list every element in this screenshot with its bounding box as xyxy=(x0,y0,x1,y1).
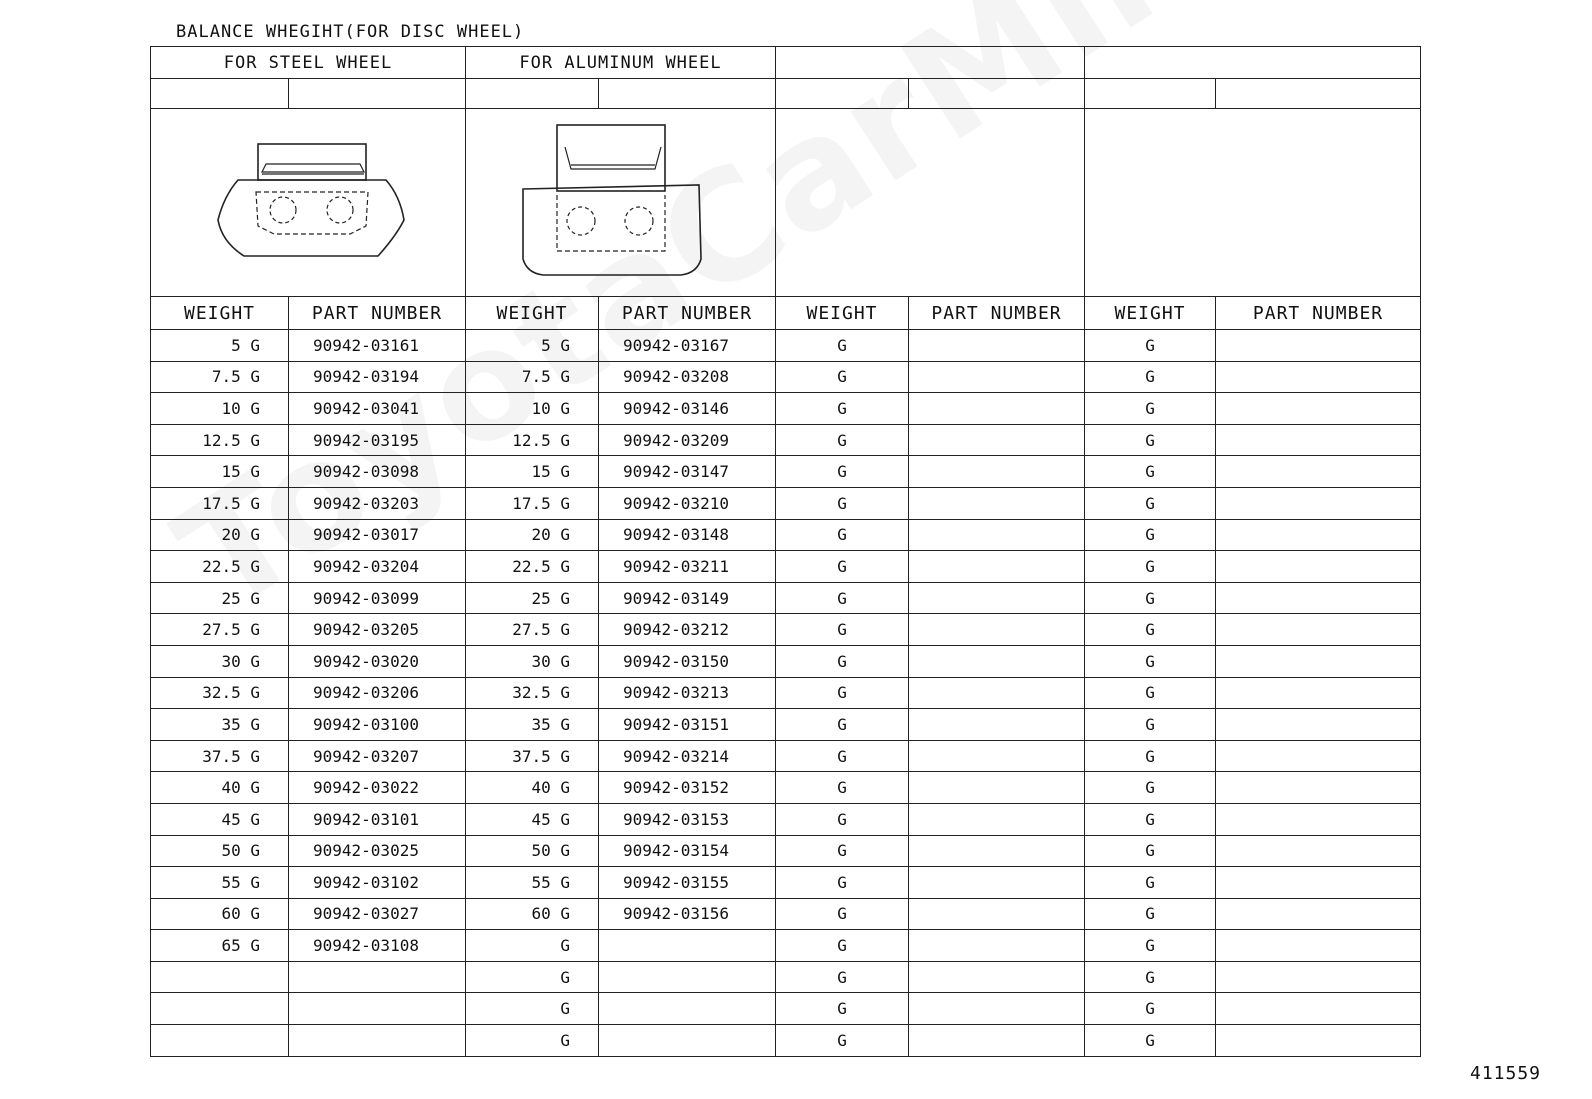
aluminum-weight-cell: 50 G xyxy=(466,835,599,867)
steel-part-number-cell: 90942-03017 xyxy=(289,519,466,551)
aluminum-weight-cell: 5 G xyxy=(466,330,599,362)
blank-part-number-cell xyxy=(909,330,1085,362)
blank-weight-cell: G xyxy=(776,456,909,488)
table-row xyxy=(151,614,1421,646)
weight-header: WEIGHT xyxy=(151,297,289,330)
steel-part-number-cell: 90942-03205 xyxy=(289,614,466,646)
steel-part-number-cell: 90942-03099 xyxy=(289,582,466,614)
steel-weight-cell: 10 G xyxy=(151,393,289,425)
table-row xyxy=(151,361,1421,393)
steel-weight-cell: 35 G xyxy=(151,709,289,741)
table-row xyxy=(151,424,1421,456)
blank-part-number-cell xyxy=(1216,930,1421,962)
part-number-header: PART NUMBER xyxy=(1216,297,1421,330)
blank-weight-cell: G xyxy=(776,614,909,646)
aluminum-weight-cell: 32.5 G xyxy=(466,677,599,709)
steel-part-number-cell: 90942-03195 xyxy=(289,424,466,456)
steel-part-number-cell: 90942-03203 xyxy=(289,487,466,519)
part-number-header: PART NUMBER xyxy=(909,297,1085,330)
blank-part-number-cell xyxy=(1216,645,1421,677)
aluminum-weight-cell: 25 G xyxy=(466,582,599,614)
blank-part-number-cell xyxy=(909,487,1085,519)
blank-part-number-cell xyxy=(1216,835,1421,867)
aluminum-weight-cell: 55 G xyxy=(466,867,599,899)
blank-part-number-cell xyxy=(909,393,1085,425)
steel-part-number-cell xyxy=(289,993,466,1025)
table-body xyxy=(151,330,1421,1057)
steel-weight-cell: 7.5 G xyxy=(151,361,289,393)
blank-weight-cell: G xyxy=(776,424,909,456)
blank-weight-cell: G xyxy=(1085,709,1216,741)
blank-illustration-cell xyxy=(1085,109,1421,297)
aluminum-weight-illustration-cell xyxy=(466,109,776,297)
steel-weight-illustration-cell xyxy=(151,109,466,297)
group-header-steel: FOR STEEL WHEEL xyxy=(151,47,466,79)
aluminum-part-number-cell: 90942-03210 xyxy=(599,487,776,519)
steel-weight-cell: 60 G xyxy=(151,898,289,930)
blank-weight-cell: G xyxy=(776,867,909,899)
part-number-header: PART NUMBER xyxy=(289,297,466,330)
steel-weight-cell xyxy=(151,961,289,993)
blank-part-number-cell xyxy=(1216,740,1421,772)
aluminum-weight-cell: G xyxy=(466,930,599,962)
steel-weight-cell: 20 G xyxy=(151,519,289,551)
blank-weight-cell: G xyxy=(1085,898,1216,930)
aluminum-weight-cell: G xyxy=(466,993,599,1025)
aluminum-weight-cell: 40 G xyxy=(466,772,599,804)
blank-part-number-cell xyxy=(1216,614,1421,646)
blank-weight-cell: G xyxy=(776,1025,909,1057)
steel-weight-cell: 45 G xyxy=(151,803,289,835)
aluminum-weight-cell: 20 G xyxy=(466,519,599,551)
blank-weight-cell: G xyxy=(1085,1025,1216,1057)
sub-cell xyxy=(776,79,909,109)
steel-part-number-cell: 90942-03041 xyxy=(289,393,466,425)
aluminum-part-number-cell: 90942-03146 xyxy=(599,393,776,425)
blank-part-number-cell xyxy=(1216,1025,1421,1057)
blank-part-number-cell xyxy=(909,361,1085,393)
blank-weight-cell: G xyxy=(1085,551,1216,583)
table-row xyxy=(151,330,1421,362)
aluminum-part-number-cell: 90942-03167 xyxy=(599,330,776,362)
blank-part-number-cell xyxy=(909,456,1085,488)
steel-part-number-cell: 90942-03020 xyxy=(289,645,466,677)
blank-weight-cell: G xyxy=(1085,582,1216,614)
group-header-blank-1 xyxy=(776,47,1085,79)
table-row xyxy=(151,487,1421,519)
blank-weight-cell: G xyxy=(1085,961,1216,993)
blank-part-number-cell xyxy=(1216,677,1421,709)
aluminum-part-number-cell: 90942-03148 xyxy=(599,519,776,551)
blank-weight-cell: G xyxy=(776,835,909,867)
blank-weight-cell: G xyxy=(1085,645,1216,677)
aluminum-part-number-cell: 90942-03213 xyxy=(599,677,776,709)
steel-weight-icon xyxy=(208,138,408,263)
aluminum-part-number-cell: 90942-03208 xyxy=(599,361,776,393)
aluminum-part-number-cell xyxy=(599,930,776,962)
aluminum-part-number-cell xyxy=(599,1025,776,1057)
steel-weight-cell xyxy=(151,993,289,1025)
aluminum-weight-cell: 10 G xyxy=(466,393,599,425)
blank-part-number-cell xyxy=(909,835,1085,867)
aluminum-part-number-cell: 90942-03150 xyxy=(599,645,776,677)
blank-part-number-cell xyxy=(909,772,1085,804)
blank-weight-cell: G xyxy=(1085,519,1216,551)
aluminum-weight-cell: 60 G xyxy=(466,898,599,930)
blank-weight-cell: G xyxy=(1085,772,1216,804)
blank-weight-cell: G xyxy=(776,330,909,362)
table-row xyxy=(151,867,1421,899)
document-number: 411559 xyxy=(1470,1063,1542,1084)
blank-weight-cell: G xyxy=(776,803,909,835)
blank-weight-cell: G xyxy=(1085,993,1216,1025)
aluminum-weight-cell: G xyxy=(466,961,599,993)
blank-weight-cell: G xyxy=(776,772,909,804)
blank-weight-cell: G xyxy=(776,393,909,425)
steel-part-number-cell: 90942-03108 xyxy=(289,930,466,962)
steel-weight-cell xyxy=(151,1025,289,1057)
steel-weight-cell: 30 G xyxy=(151,645,289,677)
steel-part-number-cell xyxy=(289,961,466,993)
table-row xyxy=(151,393,1421,425)
blank-part-number-cell xyxy=(1216,487,1421,519)
aluminum-part-number-cell: 90942-03151 xyxy=(599,709,776,741)
weight-header: WEIGHT xyxy=(776,297,909,330)
aluminum-weight-cell: 17.5 G xyxy=(466,487,599,519)
blank-part-number-cell xyxy=(1216,961,1421,993)
aluminum-weight-cell: 37.5 G xyxy=(466,740,599,772)
blank-weight-cell: G xyxy=(776,645,909,677)
steel-part-number-cell: 90942-03194 xyxy=(289,361,466,393)
blank-weight-cell: G xyxy=(1085,835,1216,867)
blank-part-number-cell xyxy=(909,803,1085,835)
aluminum-part-number-cell: 90942-03154 xyxy=(599,835,776,867)
blank-weight-cell: G xyxy=(1085,456,1216,488)
sub-cell xyxy=(1085,79,1216,109)
blank-part-number-cell xyxy=(909,677,1085,709)
steel-part-number-cell: 90942-03022 xyxy=(289,772,466,804)
blank-part-number-cell xyxy=(1216,772,1421,804)
blank-part-number-cell xyxy=(1216,361,1421,393)
table-row xyxy=(151,835,1421,867)
blank-part-number-cell xyxy=(1216,867,1421,899)
blank-part-number-cell xyxy=(909,740,1085,772)
blank-weight-cell: G xyxy=(1085,614,1216,646)
blank-part-number-cell xyxy=(1216,709,1421,741)
aluminum-weight-cell: 22.5 G xyxy=(466,551,599,583)
group-header-blank-2 xyxy=(1085,47,1421,79)
blank-part-number-cell xyxy=(909,519,1085,551)
table-row xyxy=(151,456,1421,488)
blank-weight-cell: G xyxy=(1085,803,1216,835)
steel-weight-cell: 27.5 G xyxy=(151,614,289,646)
blank-part-number-cell xyxy=(1216,993,1421,1025)
blank-part-number-cell xyxy=(909,424,1085,456)
table-row xyxy=(151,1025,1421,1057)
blank-part-number-cell xyxy=(1216,519,1421,551)
blank-weight-cell: G xyxy=(776,740,909,772)
steel-part-number-cell: 90942-03101 xyxy=(289,803,466,835)
page-title: BALANCE WHEGIHT(FOR DISC WHEEL) xyxy=(176,22,525,42)
table-row xyxy=(151,961,1421,993)
blank-part-number-cell xyxy=(1216,582,1421,614)
table-row xyxy=(151,551,1421,583)
table-row xyxy=(151,740,1421,772)
steel-weight-cell: 65 G xyxy=(151,930,289,962)
sub-cell xyxy=(289,79,466,109)
parts-table xyxy=(150,46,1421,1057)
blank-part-number-cell xyxy=(1216,456,1421,488)
steel-weight-cell: 32.5 G xyxy=(151,677,289,709)
blank-weight-cell: G xyxy=(776,677,909,709)
steel-weight-cell: 17.5 G xyxy=(151,487,289,519)
blank-part-number-cell xyxy=(909,709,1085,741)
steel-weight-cell: 25 G xyxy=(151,582,289,614)
steel-weight-cell: 55 G xyxy=(151,867,289,899)
blank-weight-cell: G xyxy=(776,898,909,930)
aluminum-part-number-cell: 90942-03152 xyxy=(599,772,776,804)
blank-illustration-cell xyxy=(776,109,1085,297)
steel-part-number-cell: 90942-03204 xyxy=(289,551,466,583)
blank-part-number-cell xyxy=(909,582,1085,614)
table-row xyxy=(151,709,1421,741)
blank-part-number-cell xyxy=(909,993,1085,1025)
blank-part-number-cell xyxy=(1216,803,1421,835)
steel-weight-cell: 37.5 G xyxy=(151,740,289,772)
aluminum-weight-cell: 15 G xyxy=(466,456,599,488)
aluminum-part-number-cell: 90942-03153 xyxy=(599,803,776,835)
aluminum-part-number-cell: 90942-03147 xyxy=(599,456,776,488)
weight-header: WEIGHT xyxy=(466,297,599,330)
blank-weight-cell: G xyxy=(1085,330,1216,362)
steel-part-number-cell: 90942-03100 xyxy=(289,709,466,741)
group-header-aluminum: FOR ALUMINUM WHEEL xyxy=(466,47,776,79)
sub-cell xyxy=(909,79,1085,109)
steel-part-number-cell: 90942-03098 xyxy=(289,456,466,488)
weight-header: WEIGHT xyxy=(1085,297,1216,330)
aluminum-weight-cell: 12.5 G xyxy=(466,424,599,456)
blank-part-number-cell xyxy=(1216,393,1421,425)
table-row xyxy=(151,772,1421,804)
steel-part-number-cell: 90942-03102 xyxy=(289,867,466,899)
blank-weight-cell: G xyxy=(1085,867,1216,899)
table-row xyxy=(151,519,1421,551)
aluminum-part-number-cell: 90942-03155 xyxy=(599,867,776,899)
sub-cell xyxy=(466,79,599,109)
blank-part-number-cell xyxy=(1216,898,1421,930)
aluminum-weight-cell: G xyxy=(466,1025,599,1057)
blank-weight-cell: G xyxy=(1085,361,1216,393)
sub-cell xyxy=(1216,79,1421,109)
table-row xyxy=(151,582,1421,614)
blank-part-number-cell xyxy=(1216,551,1421,583)
blank-weight-cell: G xyxy=(776,487,909,519)
blank-part-number-cell xyxy=(909,645,1085,677)
steel-part-number-cell: 90942-03027 xyxy=(289,898,466,930)
steel-weight-cell: 40 G xyxy=(151,772,289,804)
steel-part-number-cell xyxy=(289,1025,466,1057)
aluminum-weight-cell: 30 G xyxy=(466,645,599,677)
blank-part-number-cell xyxy=(909,614,1085,646)
aluminum-part-number-cell xyxy=(599,961,776,993)
blank-part-number-cell xyxy=(909,867,1085,899)
aluminum-weight-cell: 35 G xyxy=(466,709,599,741)
table-row xyxy=(151,898,1421,930)
blank-part-number-cell xyxy=(909,1025,1085,1057)
blank-weight-cell: G xyxy=(1085,677,1216,709)
aluminum-part-number-cell xyxy=(599,993,776,1025)
table-row xyxy=(151,803,1421,835)
blank-part-number-cell xyxy=(1216,424,1421,456)
blank-weight-cell: G xyxy=(1085,487,1216,519)
steel-weight-cell: 12.5 G xyxy=(151,424,289,456)
blank-weight-cell: G xyxy=(1085,930,1216,962)
blank-part-number-cell xyxy=(909,551,1085,583)
steel-weight-cell: 15 G xyxy=(151,456,289,488)
steel-part-number-cell: 90942-03206 xyxy=(289,677,466,709)
aluminum-part-number-cell: 90942-03209 xyxy=(599,424,776,456)
blank-part-number-cell xyxy=(909,961,1085,993)
steel-weight-cell: 22.5 G xyxy=(151,551,289,583)
blank-weight-cell: G xyxy=(776,961,909,993)
blank-weight-cell: G xyxy=(776,361,909,393)
table-row xyxy=(151,993,1421,1025)
aluminum-part-number-cell: 90942-03214 xyxy=(599,740,776,772)
blank-weight-cell: G xyxy=(776,519,909,551)
aluminum-weight-icon xyxy=(521,121,721,281)
sub-cell xyxy=(599,79,776,109)
blank-weight-cell: G xyxy=(776,582,909,614)
aluminum-part-number-cell: 90942-03211 xyxy=(599,551,776,583)
blank-weight-cell: G xyxy=(1085,424,1216,456)
blank-weight-cell: G xyxy=(776,709,909,741)
table-row xyxy=(151,645,1421,677)
blank-weight-cell: G xyxy=(776,551,909,583)
aluminum-part-number-cell: 90942-03149 xyxy=(599,582,776,614)
steel-weight-cell: 50 G xyxy=(151,835,289,867)
blank-part-number-cell xyxy=(909,898,1085,930)
blank-weight-cell: G xyxy=(776,993,909,1025)
aluminum-part-number-cell: 90942-03156 xyxy=(599,898,776,930)
steel-part-number-cell: 90942-03161 xyxy=(289,330,466,362)
blank-weight-cell: G xyxy=(1085,740,1216,772)
aluminum-part-number-cell: 90942-03212 xyxy=(599,614,776,646)
table-row xyxy=(151,677,1421,709)
sub-cell xyxy=(151,79,289,109)
blank-weight-cell: G xyxy=(1085,393,1216,425)
blank-weight-cell: G xyxy=(776,930,909,962)
part-number-header: PART NUMBER xyxy=(599,297,776,330)
steel-part-number-cell: 90942-03025 xyxy=(289,835,466,867)
blank-part-number-cell xyxy=(909,930,1085,962)
aluminum-weight-cell: 27.5 G xyxy=(466,614,599,646)
table-row xyxy=(151,930,1421,962)
blank-part-number-cell xyxy=(1216,330,1421,362)
steel-part-number-cell: 90942-03207 xyxy=(289,740,466,772)
aluminum-weight-cell: 45 G xyxy=(466,803,599,835)
aluminum-weight-cell: 7.5 G xyxy=(466,361,599,393)
steel-weight-cell: 5 G xyxy=(151,330,289,362)
